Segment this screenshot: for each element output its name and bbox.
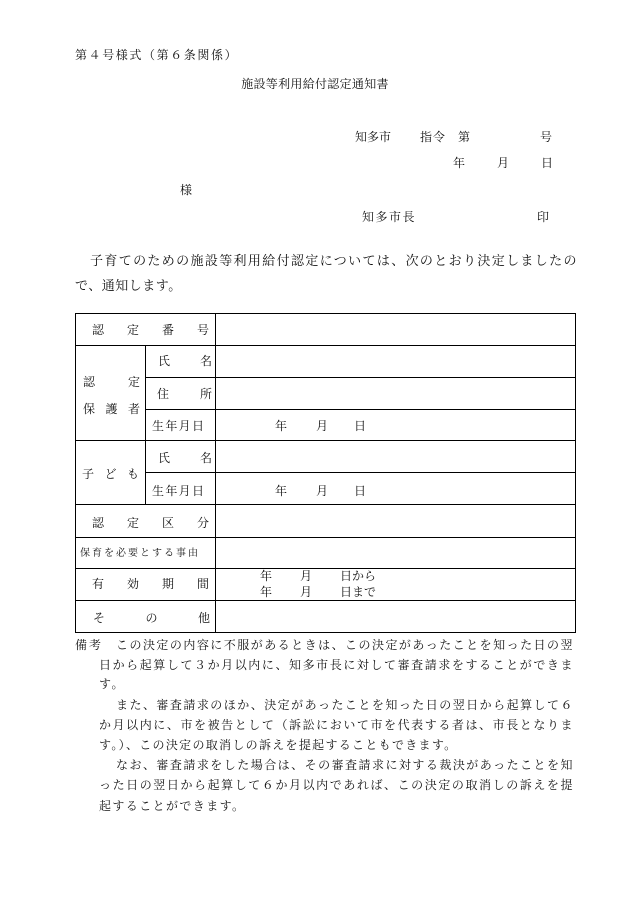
seal-mark: 印 — [537, 210, 550, 224]
guardian-address-value — [216, 378, 574, 409]
care-reason-value — [216, 538, 574, 568]
issue-year-label: 年 — [453, 156, 466, 170]
notes-line: す。）、この決定の取消しの訴えを提起することもできます。 — [99, 738, 458, 752]
guardian-name-value — [216, 346, 574, 377]
notes-line: また、審査請求のほか、決定があったことを知った日の翌日から起算して６ — [116, 698, 573, 712]
number-prefix: 第 — [458, 130, 471, 144]
validity-to-year: 年 — [260, 585, 273, 599]
recipient-honorific: 様 — [180, 183, 193, 197]
child-name-label: 氏名 — [158, 451, 212, 465]
intro-line: で、通知します。 — [75, 279, 182, 294]
birth-day-label: 日 — [354, 484, 367, 498]
birth-year-label: 年 — [275, 484, 288, 498]
table-rule — [145, 345, 146, 504]
notes-line: す。 — [99, 677, 125, 691]
validity-period-label: 有効期間 — [92, 577, 209, 591]
notes-line: 日から起算して３か月以内に、知多市長に対して審査請求をすることができま — [99, 658, 573, 672]
issue-month-label: 月 — [497, 156, 510, 170]
issue-day-label: 日 — [541, 156, 554, 170]
certification-category-value — [216, 505, 574, 537]
notes-line: か月以内に、市を被告として（訴訟において市を代表する者は、市長となりま — [99, 718, 573, 732]
child-birthdate-label: 生年月日 — [152, 484, 204, 498]
validity-to-day: 日まで — [340, 585, 377, 599]
intro-line: 子育てのための施設等利用給付認定については、次のとおり決定しましたの — [90, 254, 577, 269]
form-number: 第４号様式（第６条関係） — [75, 48, 239, 62]
birth-month-label: 月 — [316, 419, 329, 433]
notes-line: なお、審査請求をした場合は、その審査請求に対する裁決があったことを知 — [116, 758, 573, 772]
issuer-name: 知多市 — [355, 130, 392, 144]
validity-from-day: 日から — [340, 569, 377, 583]
validity-to-month: 月 — [300, 585, 313, 599]
certification-category-label: 認定区分 — [92, 516, 209, 530]
directive-label: 指令 — [420, 130, 447, 144]
sender-name: 知多市長 — [362, 210, 417, 224]
birth-day-label: 日 — [354, 419, 367, 433]
child-group-label: 子ども — [82, 467, 139, 481]
notes-line: 起することができます。 — [99, 799, 246, 813]
table-rule — [75, 568, 575, 569]
other-value — [216, 601, 574, 632]
notes-line: った日の翌日から起算して６か月以内であれば、この決定の取消しの訴えを提 — [99, 778, 573, 792]
birth-year-label: 年 — [275, 419, 288, 433]
guardian-address-label: 住所 — [157, 387, 212, 401]
certification-number-label: 認定番号 — [92, 323, 209, 337]
table-rule — [145, 472, 575, 473]
care-reason-label: 保育を必要とする事由 — [80, 548, 198, 559]
guardian-group-label: 保護者 — [83, 402, 140, 416]
document-title: 施設等利用給付認定通知書 — [241, 77, 389, 91]
guardian-name-label: 氏名 — [158, 354, 212, 368]
notes-label: 備考 — [75, 638, 104, 652]
child-name-value — [216, 441, 574, 472]
table-rule — [145, 409, 575, 410]
validity-from-year: 年 — [260, 569, 273, 583]
validity-from-month: 月 — [300, 569, 313, 583]
birth-month-label: 月 — [316, 484, 329, 498]
other-label: その他 — [93, 611, 210, 625]
certification-number-value — [216, 314, 574, 345]
number-suffix: 号 — [540, 130, 553, 144]
notes-line: この決定の内容に不服があるときは、この決定があったことを知った日の翌 — [116, 638, 573, 652]
guardian-birthdate-label: 生年月日 — [152, 419, 204, 433]
guardian-group-label: 認定 — [83, 375, 140, 389]
